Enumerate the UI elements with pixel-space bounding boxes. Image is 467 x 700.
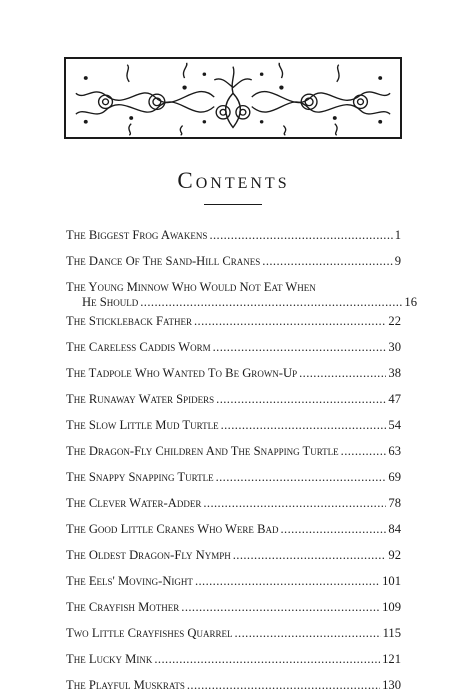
toc-leader-dots — [216, 470, 387, 485]
toc-entry-page: 115 — [382, 626, 401, 640]
toc-entry[interactable] — [66, 626, 401, 641]
toc-entry-page: 47 — [388, 392, 401, 406]
toc-entry-page: 130 — [382, 678, 401, 692]
toc-entry-page: 109 — [382, 600, 401, 614]
toc-entry-page: 63 — [388, 444, 401, 458]
toc-leader-dots — [209, 228, 392, 243]
toc-leader-dots — [299, 366, 386, 381]
toc-entry[interactable] — [66, 496, 401, 511]
toc-entry-title: The Dragon-Fly Children And The Snapping Turtle — [66, 444, 339, 458]
toc-entry[interactable] — [66, 280, 417, 310]
toc-entry[interactable] — [66, 254, 401, 269]
toc-entry-title: The Biggest Frog Awakens — [66, 228, 208, 242]
toc-entry[interactable] — [66, 314, 401, 329]
toc-entry-title-continued: He Should — [82, 295, 139, 309]
page-title: Contents — [177, 168, 290, 193]
toc-entry-title: The Playful Muskrats — [66, 678, 185, 692]
toc-entry[interactable] — [66, 340, 401, 355]
toc-entry-title: The Stickleback Father — [66, 314, 192, 328]
toc-entry-page: 69 — [388, 470, 401, 484]
toc-entry[interactable] — [66, 444, 401, 459]
toc-leader-dots — [216, 392, 386, 407]
toc-entry-page: 54 — [388, 418, 401, 432]
toc-entry-page: 101 — [382, 574, 401, 588]
toc-entry-title: The Eels' Moving-Night — [66, 574, 193, 588]
toc-entry-title: The Clever Water-Adder — [66, 496, 202, 510]
toc-leader-dots — [140, 295, 402, 310]
toc-entry-page: 92 — [388, 548, 401, 562]
toc-leader-dots — [203, 496, 386, 511]
toc-entry-page: 84 — [388, 522, 401, 536]
toc-entry-title: The Tadpole Who Wanted To Be Grown-Up — [66, 366, 298, 380]
toc-leader-dots — [262, 254, 392, 269]
title-divider — [204, 204, 262, 205]
toc-entry-title: The Careless Caddis Worm — [66, 340, 211, 354]
toc-leader-dots — [154, 652, 380, 667]
toc-leader-dots — [235, 626, 381, 641]
toc-leader-dots — [341, 444, 387, 459]
toc-entry[interactable] — [66, 522, 401, 537]
toc-entry-title: The Lucky Mink — [66, 652, 153, 666]
toc-entry-title: The Runaway Water Spiders — [66, 392, 215, 406]
toc-entry[interactable] — [66, 470, 401, 485]
toc-entry-page: 16 — [404, 295, 417, 309]
toc-leader-dots — [187, 678, 380, 693]
toc-entry-page: 78 — [388, 496, 401, 510]
toc-entry-title: Two Little Crayfishes Quarrel — [66, 626, 233, 640]
toc-leader-dots — [181, 600, 380, 615]
toc-entry[interactable] — [66, 548, 401, 563]
toc-entry-page: 121 — [382, 652, 401, 666]
toc-entry[interactable] — [66, 418, 401, 433]
toc-leader-dots — [233, 548, 387, 563]
toc-entry[interactable] — [66, 392, 401, 407]
toc-entry[interactable] — [66, 574, 401, 589]
decorative-floral-header — [64, 57, 402, 139]
toc-entry-page: 30 — [388, 340, 401, 354]
toc-entry-title: The Slow Little Mud Turtle — [66, 418, 219, 432]
toc-entry-page: 9 — [394, 254, 401, 268]
toc-entry-page: 38 — [388, 366, 401, 380]
toc-entry[interactable] — [66, 652, 401, 667]
toc-leader-dots — [213, 340, 387, 355]
toc-entry-title: The Crayfish Mother — [66, 600, 180, 614]
toc-entry-page: 1 — [394, 228, 401, 242]
toc-entry-title: The Young Minnow Who Would Not Eat When — [66, 280, 316, 294]
toc-entry-title: The Dance Of The Sand-Hill Cranes — [66, 254, 261, 268]
toc-entry[interactable] — [66, 600, 401, 615]
toc-entry-page: 22 — [388, 314, 401, 328]
toc-entry[interactable] — [66, 678, 401, 693]
toc-leader-dots — [195, 574, 380, 589]
toc-leader-dots — [221, 418, 387, 433]
toc-leader-dots — [194, 314, 386, 329]
toc-entry[interactable] — [66, 366, 401, 381]
toc-entry[interactable] — [66, 228, 401, 243]
floral-ornament-icon — [66, 59, 400, 137]
toc-entry-title: The Good Little Cranes Who Were Bad — [66, 522, 279, 536]
toc-entry-title: The Oldest Dragon-Fly Nymph — [66, 548, 231, 562]
toc-entry-title: The Snappy Snapping Turtle — [66, 470, 214, 484]
toc-leader-dots — [280, 522, 386, 537]
